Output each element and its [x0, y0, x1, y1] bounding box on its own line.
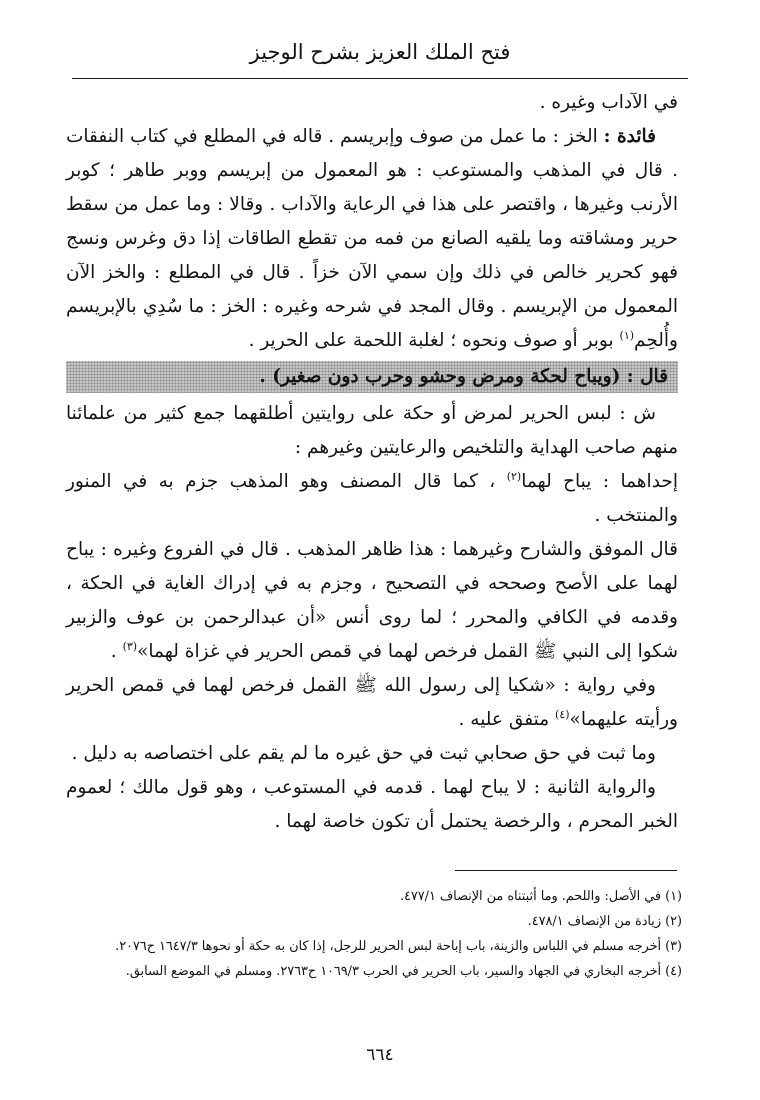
- paragraph-text: إحداهما : يباح لهما: [521, 471, 678, 492]
- paragraph-text: ش : لبس الحرير لمرض أو حكة على روايتين أطلقهما جمع كثير من علمائنا منهم صاحب الهداية والتلخيص والرعايتين وغيرهم :: [66, 403, 678, 458]
- paragraph-text: وما ثبت في حق صحابي ثبت في حق غيره ما لم يقم على اختصاصه به دليل .: [71, 743, 656, 764]
- footnote-item: (٣) أخرجه مسلم في اللباس والزينة، باب إباحة لبس الحرير للرجل، إذا كان به حكة أو نحوها ١٦٤٧/٣ ح٢٠٧٦.: [115, 939, 682, 954]
- paragraph-commentary: [66, 397, 678, 465]
- footnote-item: (٤) أخرجه البخاري في الجهاد والسير، باب الحرير في الحرب ١٠٦٩/٣ ح٢٧٦٣. ومسلم في الموضع السابق.: [125, 964, 682, 979]
- footnote-ref[interactable]: (٢): [506, 469, 522, 483]
- paragraph-text: والرواية الثانية : لا يباح لهما . قدمه في المستوعب ، وهو قول مالك ؛ لعموم الخبر المحرم ، والرخصة يحتمل أن تكون خاصة لهما .: [66, 777, 678, 832]
- paragraph-note: [66, 120, 678, 358]
- matn-text: (ويباح لحكة ومرض وحشو وحرب دون صغير) .: [259, 366, 627, 387]
- footnotes: [66, 884, 682, 984]
- paragraph-text: وفي رواية : «شكيا إلى رسول الله ﷺ القمل فرخص لهما في قمص الحرير ورأيته عليهما»: [66, 675, 678, 730]
- paragraph-text: متفق عليه .: [458, 709, 556, 730]
- footnote-item: (٢) زيادة من الإنصاف ٤٧٨/١.: [527, 914, 682, 929]
- paragraph-text: في الآداب وغيره .: [539, 92, 678, 113]
- footnote-divider: [455, 870, 677, 871]
- paragraph-principle: [66, 737, 678, 771]
- matn-label: قال :: [626, 366, 668, 387]
- paragraph-evidence: [66, 533, 678, 669]
- paragraph-text: .: [110, 641, 123, 662]
- paragraph-text: الخز : ما عمل من صوف وإبريسم . قاله في المطلع في كتاب النفقات . قال في المذهب والمستوعب : هو المعمول من إبريسم ووبر طاهر ؛ كوبر الأرنب وغيرها ، واقتصر على هذا في الرعاية والآداب . وقالا : وما عمل من سقط حرير ومشاقته وما يلقيه الصانع من فمه من تقطع الطاقات إذا دق وغرس ونسج فهو كحرير خالص في ذلك وإن سمي الآن خزاً . قال في المطلع : والخز الآن المعمول من الإبريسم . وقال المجد في شرحه وغيره : الخز : ما سُدِي بالإبريسم وأُلحِم: [66, 126, 678, 351]
- note-label: فائدة :: [603, 126, 656, 147]
- paragraph-second-narration: [66, 771, 678, 839]
- paragraph-first-narration: [66, 465, 678, 533]
- footnote-ref[interactable]: (٤): [555, 707, 570, 721]
- paragraph-text: بوبر أو صوف ونحوه ؛ لغلبة اللحمة على الحرير .: [248, 330, 620, 351]
- paragraph-text: قال الموفق والشارح وغيرهما : هذا ظاهر المذهب . قال في الفروع وغيره : يباح لهما على الأصح وصححه في التصحيح ، وجزم به في إدراك الغاية في الحكة ، وقدمه في الكافي والمحرر ؛ لما روى أنس «أن عبدالرحمن بن عوف والزبير شكوا إلى النبي ﷺ القمل فرخص لهما في قمص الحرير في غزاة لهما»: [66, 539, 678, 662]
- footnote-ref[interactable]: (٣): [122, 639, 138, 653]
- page-number: ٦٦٤: [366, 1045, 394, 1065]
- paragraph-continuation: [66, 86, 678, 120]
- footnote-ref[interactable]: (١): [619, 328, 635, 342]
- running-header: فتح الملك العزيز بشرح الوجيز: [72, 26, 688, 79]
- main-text: [66, 86, 678, 839]
- paragraph-text: ، كما قال المصنف وهو المذهب جزم به في المنور والمنتخب .: [66, 471, 678, 526]
- matn-heading: [66, 361, 678, 393]
- footnote-item: (١) في الأصل: واللحم. وما أثبتناه من الإنصاف ٤٧٧/١.: [399, 889, 682, 904]
- paragraph-narration: [66, 669, 678, 737]
